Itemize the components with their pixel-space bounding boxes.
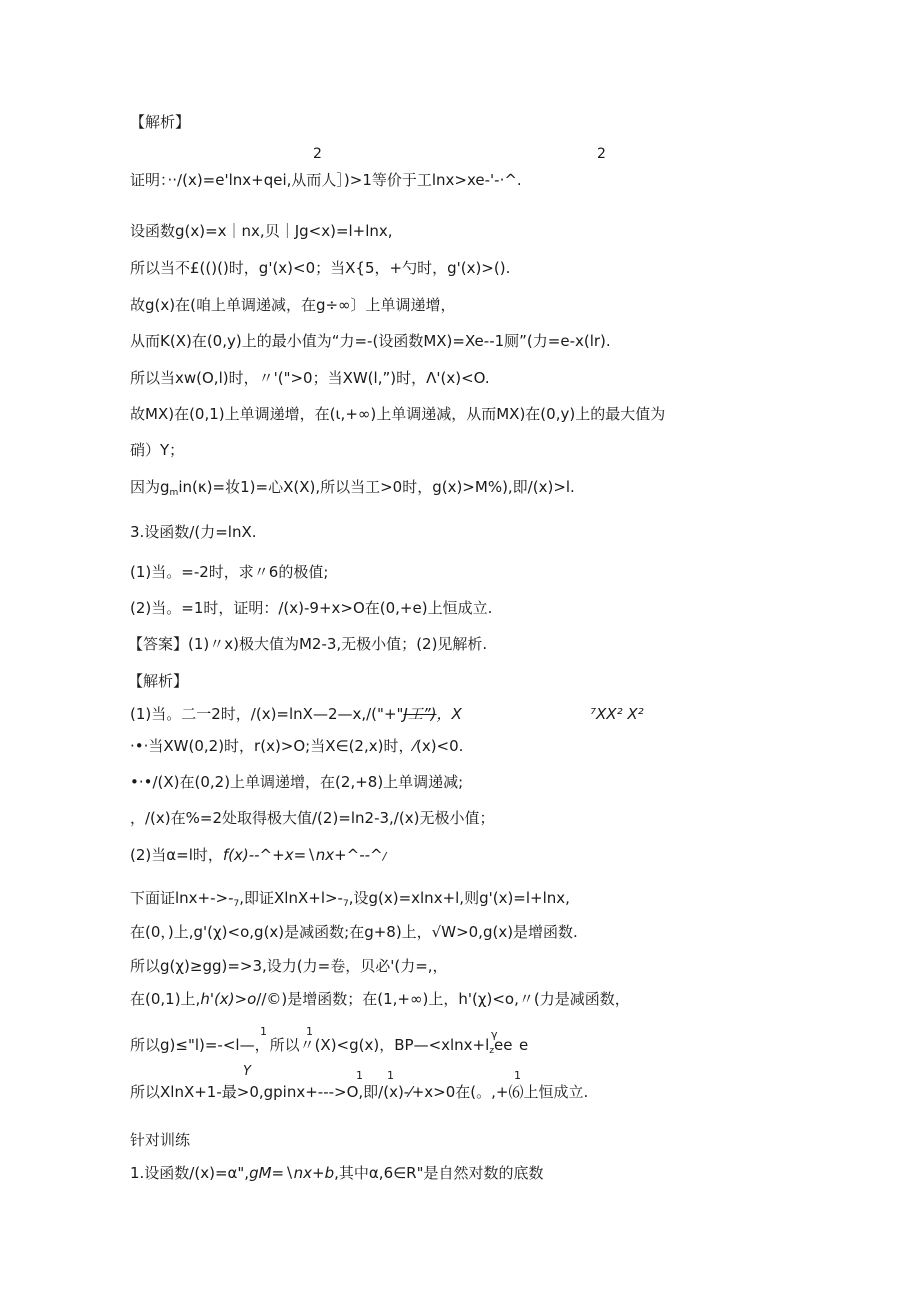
solution-line-10: [130, 1035, 513, 1061]
practice-problem-1-part-a: 1.设函数/(x)=α",: [130, 1164, 250, 1182]
solution-line-9: [130, 989, 630, 1009]
solution-line-6-part-c: ,设g(x)=xlnx+l,则g'(x)=l+lnx,: [348, 889, 570, 907]
solution-line-1: [130, 704, 462, 724]
solution-line-6-part-b: ,即证XlnX+l>-: [239, 889, 343, 907]
section-heading-analysis-1: 【解析】: [130, 113, 191, 131]
problem-3-part-1: (1)当。=-2时，求〃6的极值;: [130, 563, 329, 581]
solution-line-10-e: e: [519, 1036, 529, 1054]
practice-problem-1-formula: gM=∖nx+b: [249, 1164, 335, 1182]
solution-line-5-part-a: (2)当α=l时，: [130, 846, 223, 864]
solution-line-10-sup-2: 1: [306, 1025, 313, 1038]
solution-line-5: [130, 845, 386, 867]
proof-line-4: 故g(x)在(咱上单调递减，在g÷∞〕上单调递增，: [130, 296, 456, 314]
solution-line-9-part-c: //©)是增函数；在(1,+∞)上，h'(χ)<o,〃(力是减函数，: [256, 990, 630, 1008]
proof-line-8: 硝）Y；: [130, 441, 185, 459]
proof-line-9-part-b: in(κ)=妆1)=心X(X),所以当工>0时，g(x)>M%),即/(x)>l.: [178, 478, 575, 496]
solution-line-8: 所以g(χ)≥gg)=>3,设力(力=卷，贝必'(力=,，: [130, 957, 448, 975]
practice-problem-1: [130, 1163, 544, 1183]
solution-line-10-main: 所以g)≤"l)=-<l—，所以〃(X)<g(x)，BP—<xlnx+l: [130, 1036, 490, 1054]
solution-line-3: •·•/(X)在(0,2)上单调递增，在(2,+8)上单调递减;: [130, 773, 464, 791]
proof-line-2: 设函数g(x)=x｜nx,贝｜Jg<x)=l+lnx,: [130, 222, 393, 240]
proof-line-9-part-a: 因为g: [130, 478, 170, 496]
solution-line-5-mark: /: [382, 850, 387, 863]
solution-line-11: 所以XlnX+1-最>0,gpinx+--->O,即/(x)-⁄+x>0在(。,+⑹上恒成立.: [130, 1083, 589, 1101]
proof-line-3: 所以当不£(()()时，g'(x)<0；当X{5，+勺时，g'(x)>().: [130, 259, 511, 277]
solution-line-11-y-mark: Y: [243, 1064, 251, 1079]
proof-line-9-subscript: m: [169, 488, 179, 498]
solution-line-6: [130, 888, 570, 914]
solution-line-6-sub-1: 7: [233, 899, 240, 909]
solution-line-11-sup-3: 1: [514, 1069, 521, 1082]
solution-line-5-formula: f(x)--^+x=∖nx+^--^: [222, 846, 383, 864]
proof-line-7: 故MX)在(0,1)上单调递增，在(ι,+∞)上单调递减，从而MX)在(0,y)上的最大值为: [130, 405, 666, 423]
solution-line-1-main: (1)当。二一2时，/(x)=lnX—2—x,/("+": [130, 705, 404, 723]
solution-line-4: ，/(x)在%=2处取得极大值/(2)=ln2-3,/(x)无极小值；: [130, 809, 495, 827]
proof-line-6: 所以当xw(O,l)时，〃'(">0；当XW(l,”)时，Λ'(x)<O.: [130, 369, 490, 387]
solution-line-6-sub-2: 7: [342, 899, 349, 909]
solution-line-10-sup-1: 1: [260, 1025, 267, 1038]
solution-line-9-part-a: 在(0,1)上,: [130, 990, 201, 1008]
solution-line-9-derivative: h'(x)>o: [200, 990, 257, 1008]
superscript-2-a: 2: [313, 146, 322, 162]
solution-line-10-gamma: γ: [491, 1028, 498, 1041]
answer-line: 【答案】(1)〃x)极大值为M2-3,无极小值；(2)见解析.: [128, 635, 488, 653]
solution-line-10-tail: ee: [494, 1036, 513, 1054]
solution-line-1-right-fragment: ⁷XX² X²: [590, 705, 644, 723]
solution-line-7: 在(0，)上,g'(χ)<o,g(x)是减函数;在g+8)上，√W>0,g(x)是增函数.: [130, 923, 578, 941]
proof-line-1: 证明：··∕(x)=e'lnx+qei,从而人］)>1等价于工lnx>xe-'-·^.: [130, 171, 522, 189]
solution-line-10-sub: z: [489, 1046, 495, 1056]
section-heading-analysis-2: 【解析】: [128, 672, 189, 690]
proof-line-5: 从而K(X)在(0,y)上的最小值为“力=-(设函数MX)=Xe--1厕”(力=e-x(lr).: [130, 332, 611, 350]
practice-problem-1-part-c: ,其中α,6∈R"是自然对数的底数: [334, 1164, 544, 1182]
superscript-2-b: 2: [597, 146, 606, 162]
problem-3-part-2: (2)当。=1时，证明：/(x)-9+x>O在(0,+e)上恒成立.: [130, 599, 493, 617]
solution-line-6-part-a: 下面证lnx+->-: [130, 889, 234, 907]
solution-line-1-tail: ，X: [436, 705, 462, 723]
section-heading-practice: 针对训练: [130, 1131, 191, 1149]
proof-line-9: [130, 477, 575, 503]
solution-line-11-sup-2: 1: [387, 1069, 394, 1082]
solution-line-2: ·•·当XW(0,2)时，r(x)>O;当X∈(2,x)时，⁄(x)<0.: [130, 737, 464, 755]
problem-3-statement: 3.设函数/(力=lnX.: [130, 523, 257, 541]
solution-line-1-struck: J工”): [403, 705, 437, 723]
solution-line-11-sup-1: 1: [356, 1069, 363, 1082]
